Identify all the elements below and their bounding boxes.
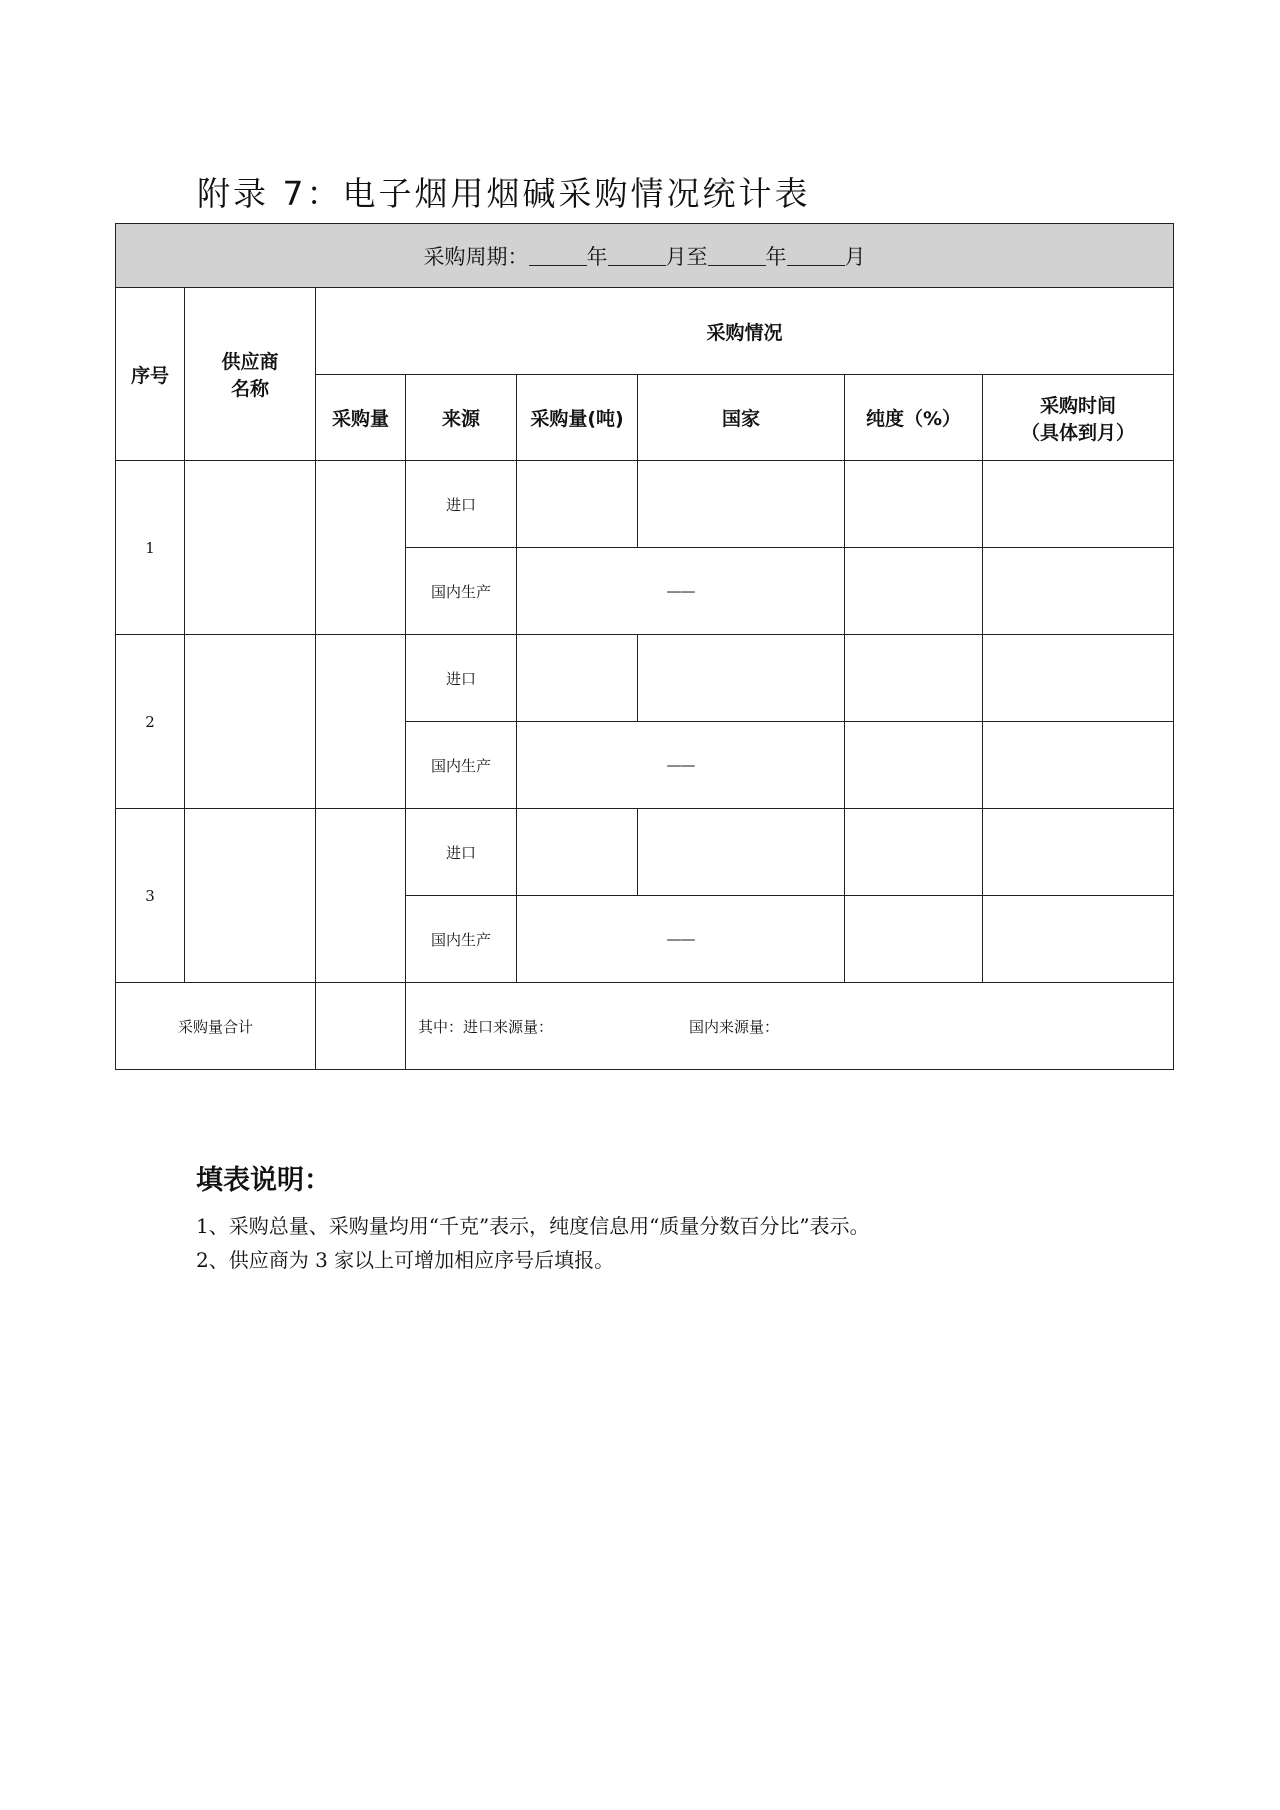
purity-cell[interactable] bbox=[845, 635, 983, 722]
supplier-cell[interactable] bbox=[185, 461, 316, 635]
country-cell[interactable] bbox=[638, 809, 845, 896]
purity-cell[interactable] bbox=[845, 461, 983, 548]
note-item-1: 1、采购总量、采购量均用“千克”表示，纯度信息用“质量分数百分比”表示。 bbox=[196, 1214, 870, 1238]
notes-title: 填表说明： bbox=[196, 1165, 331, 1196]
header-country: 国家 bbox=[638, 375, 845, 461]
seq-cell: 3 bbox=[116, 809, 185, 983]
summary-note-cell bbox=[406, 983, 1174, 1070]
table-row bbox=[116, 809, 1174, 896]
country-cell[interactable] bbox=[638, 461, 845, 548]
tons-cell[interactable] bbox=[517, 635, 638, 722]
supplier-cell[interactable] bbox=[185, 635, 316, 809]
period-label: 采购周期： bbox=[423, 244, 529, 269]
header-source: 来源 bbox=[406, 375, 517, 461]
purchase-amount-cell[interactable] bbox=[316, 461, 406, 635]
header-purchase-amount: 采购量 bbox=[316, 375, 406, 461]
table-row bbox=[116, 461, 1174, 548]
time-cell[interactable] bbox=[983, 635, 1174, 722]
time-cell[interactable] bbox=[983, 722, 1174, 809]
year-start-blank[interactable] bbox=[529, 245, 587, 266]
period-month-to-label: 月至 bbox=[665, 244, 708, 269]
source-import-cell: 进口 bbox=[406, 809, 517, 896]
source-domestic-cell: 国内生产 bbox=[406, 722, 517, 809]
source-domestic-cell: 国内生产 bbox=[406, 548, 517, 635]
summary-domestic-note: 国内来源量： bbox=[689, 1017, 780, 1036]
header-supplier-line2: 名称 bbox=[230, 378, 269, 400]
header-purity: 纯度（%） bbox=[845, 375, 983, 461]
source-import-cell: 进口 bbox=[406, 461, 517, 548]
table-row bbox=[116, 635, 1174, 722]
seq-cell: 1 bbox=[116, 461, 185, 635]
header-time-line2: （具体到月） bbox=[1020, 421, 1135, 444]
country-dash-cell: —— bbox=[517, 896, 845, 983]
header-supplier bbox=[185, 288, 316, 461]
time-cell[interactable] bbox=[983, 548, 1174, 635]
time-cell[interactable] bbox=[983, 896, 1174, 983]
purity-cell[interactable] bbox=[845, 548, 983, 635]
purity-cell[interactable] bbox=[845, 896, 983, 983]
period-year-label: 年 bbox=[586, 244, 608, 269]
tons-cell[interactable] bbox=[517, 809, 638, 896]
purchase-period-row bbox=[116, 224, 1174, 288]
purity-cell[interactable] bbox=[845, 809, 983, 896]
source-domestic-cell: 国内生产 bbox=[406, 896, 517, 983]
supplier-cell[interactable] bbox=[185, 809, 316, 983]
time-cell[interactable] bbox=[983, 809, 1174, 896]
month-end-blank[interactable] bbox=[787, 245, 845, 266]
country-cell[interactable] bbox=[638, 635, 845, 722]
header-purchase-tons: 采购量(吨) bbox=[517, 375, 638, 461]
seq-cell: 2 bbox=[116, 635, 185, 809]
note-item-2: 2、供应商为 3 家以上可增加相应序号后填报。 bbox=[196, 1248, 615, 1272]
summary-import-note: 其中：进口来源量： bbox=[418, 1017, 554, 1036]
source-import-cell: 进口 bbox=[406, 635, 517, 722]
country-dash-cell: —— bbox=[517, 548, 845, 635]
header-time-line1: 采购时间 bbox=[1039, 394, 1116, 417]
purchase-amount-cell[interactable] bbox=[316, 635, 406, 809]
summary-row bbox=[116, 983, 1174, 1070]
summary-total-cell[interactable] bbox=[316, 983, 406, 1070]
purchase-statistics-table bbox=[115, 223, 1174, 1070]
purity-cell[interactable] bbox=[845, 722, 983, 809]
header-purchase-situation: 采购情况 bbox=[316, 288, 1174, 375]
year-end-blank[interactable] bbox=[708, 245, 766, 266]
tons-cell[interactable] bbox=[517, 461, 638, 548]
header-seq: 序号 bbox=[116, 288, 185, 461]
month-start-blank[interactable] bbox=[608, 245, 666, 266]
period-month2-label: 月 bbox=[844, 244, 866, 269]
page-title: 附录 7：电子烟用烟碱采购情况统计表 bbox=[197, 174, 811, 213]
header-supplier-line1: 供应商 bbox=[221, 351, 279, 373]
purchase-amount-cell[interactable] bbox=[316, 809, 406, 983]
time-cell[interactable] bbox=[983, 461, 1174, 548]
header-purchase-time bbox=[983, 375, 1174, 461]
period-year2-label: 年 bbox=[765, 244, 787, 269]
summary-label: 采购量合计 bbox=[116, 983, 316, 1070]
country-dash-cell: —— bbox=[517, 722, 845, 809]
